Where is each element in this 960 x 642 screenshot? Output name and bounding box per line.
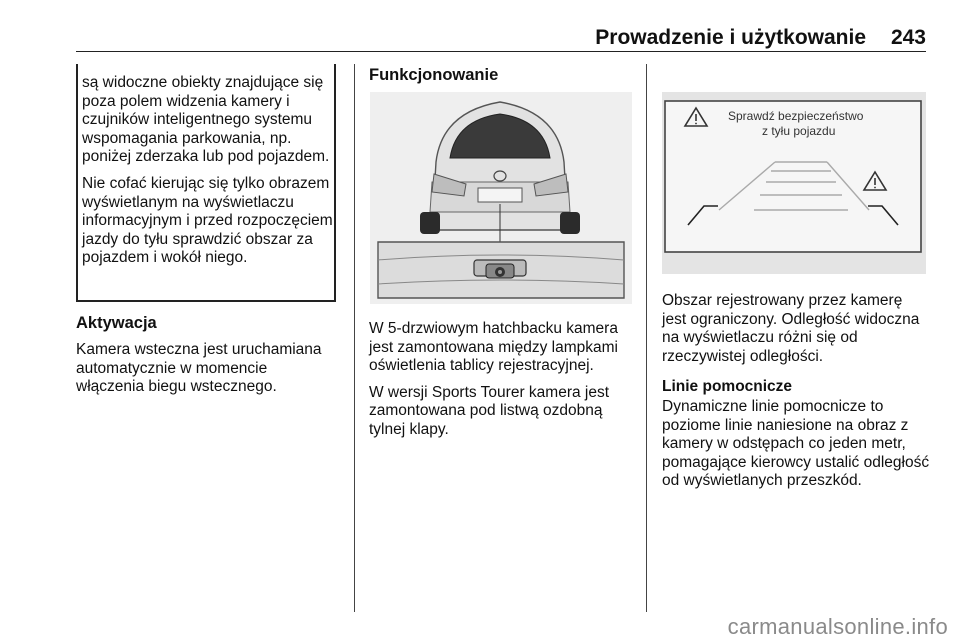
header-title: Prowadzenie i użytkowanie	[595, 26, 866, 49]
guidelines-section	[662, 378, 930, 491]
functioning-paragraph-2: W wersji Sports Tourer kamera jest zamontowana pod listwą ozdobną tylnej klapy.	[369, 383, 610, 438]
header-rule	[76, 51, 926, 52]
activation-text: Kamera wsteczna jest uruchamiana automatycznie w momencie włączenia biegu wstecznego.	[76, 341, 322, 396]
watermark: carmanualsonline.info	[727, 614, 948, 639]
activation-section	[76, 314, 338, 397]
functioning-paragraph-1: W 5-drzwiowym hatchbacku kamera jest zamontowana między lampkami oświetlenia tablicy rejestracyjnej.	[369, 320, 618, 375]
display-warning-line-2: z tyłu pojazdu	[762, 124, 836, 138]
activation-heading: Aktywacja	[76, 314, 157, 332]
camera-display-figure	[662, 92, 926, 274]
column-divider-2	[646, 64, 647, 612]
page-header	[76, 26, 926, 52]
column-divider-1	[354, 64, 355, 612]
warning-paragraph-2: Nie cofać kierując się tylko obrazem wyświetlanym na wyświetlaczu informacyjnym i przed rozpoczęciem jazdy do tyłu sprawdzić obszar za pojazdem i wokół niego.	[82, 174, 333, 267]
functioning-section	[369, 320, 637, 440]
warning-box	[76, 64, 336, 302]
range-section	[662, 292, 930, 366]
warning-paragraph-1: są widoczne obiekty znajdujące się poza polem widzenia kamery i czujników inteligentnego systemu wspomagania parkowania, np. poniżej zderzaka lub pod pojazdem.	[82, 74, 330, 166]
car-rear-figure	[370, 92, 632, 304]
functioning-heading: Funkcjonowanie	[369, 66, 499, 84]
guidelines-heading: Linie pomocnicze	[662, 378, 793, 395]
guidelines-text: Dynamiczne linie pomocnicze to poziome linie naniesione na obraz z kamery w odstępach co jeden metr, pomagające kierowcy ustalić odległość od wyświetlanych przeszkód.	[662, 398, 930, 490]
functioning-heading-block	[369, 66, 631, 85]
page-number: 243	[890, 26, 926, 49]
car-camera-illustration	[370, 92, 632, 304]
range-text: Obszar rejestrowany przez kamerę jest ograniczony. Odległość widoczna na wyświetlaczu różni się od rzeczywistej odległości.	[662, 292, 920, 365]
display-warning-line-1: Sprawdź bezpieczeństwo	[728, 109, 864, 123]
